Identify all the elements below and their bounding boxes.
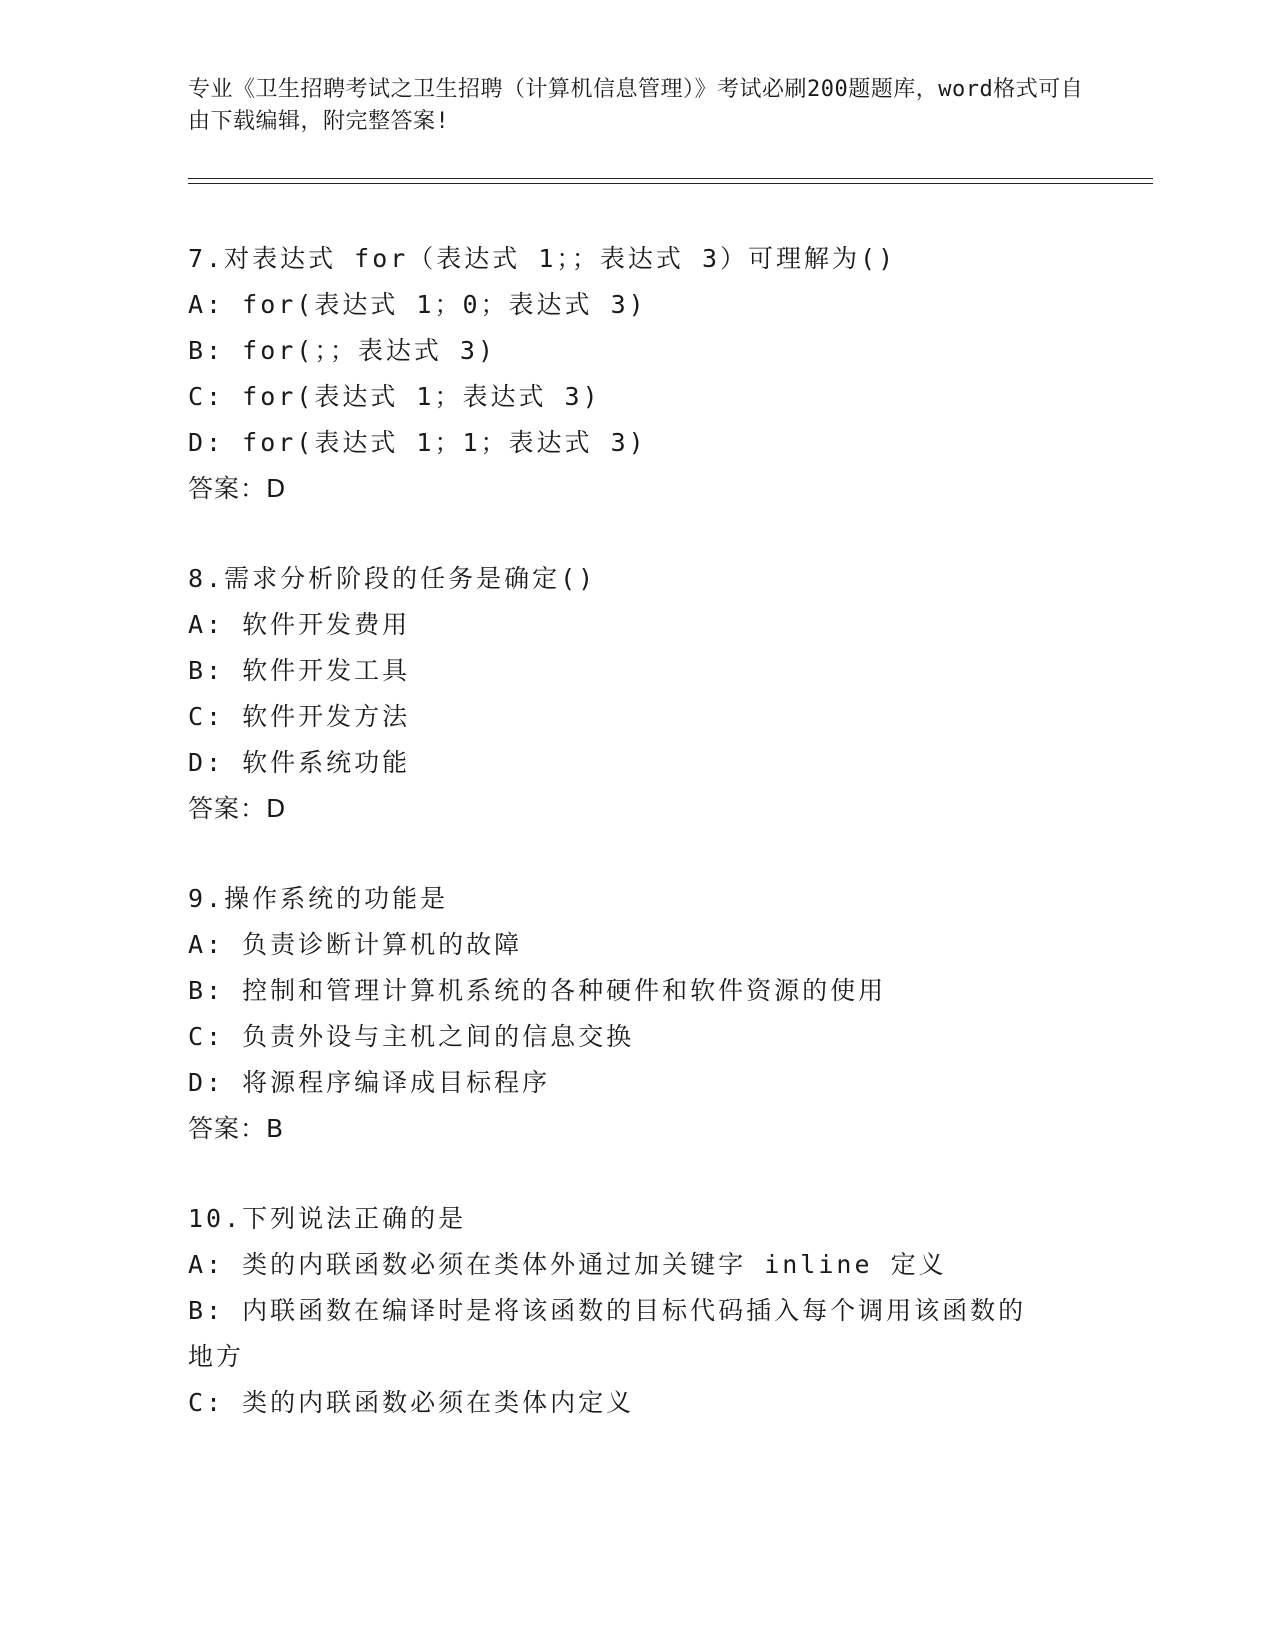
option-b: B: 软件开发工具	[188, 656, 411, 685]
question-7	[188, 236, 1138, 512]
option-c: C: 负责外设与主机之间的信息交换	[188, 1022, 635, 1051]
answer: 答案：D	[188, 474, 287, 503]
question-stem: 10.下列说法正确的是	[188, 1204, 467, 1233]
option-b: B: 控制和管理计算机系统的各种硬件和软件资源的使用	[188, 976, 887, 1005]
option-d: D: 软件系统功能	[188, 748, 411, 777]
question-stem: 7.对表达式 for（表达式 1；；表达式 3）可理解为()	[188, 244, 897, 273]
question-list	[188, 236, 1138, 1470]
answer: 答案：B	[188, 1114, 285, 1143]
document-header: 专业《卫生招聘考试之卫生招聘（计算机信息管理）》考试必刷200题题库，word格式可自由下载编辑，附完整答案!	[188, 77, 1084, 134]
option-d: D: for(表达式 1；1；表达式 3)	[188, 428, 647, 457]
header-rule-top	[188, 178, 1153, 179]
question-9	[188, 876, 1138, 1152]
option-a: A: 负责诊断计算机的故障	[188, 930, 523, 959]
option-b: B: 内联函数在编译时是将该函数的目标代码插入每个调用该函数的地方	[188, 1296, 1027, 1371]
question-10	[188, 1196, 1138, 1426]
option-a: A: 类的内联函数必须在类体外通过加关键字 inline 定义	[188, 1250, 947, 1279]
option-a: A: 软件开发费用	[188, 610, 411, 639]
question-8	[188, 556, 1138, 832]
option-a: A: for(表达式 1；0；表达式 3)	[188, 290, 647, 319]
option-b: B: for(；；表达式 3)	[188, 336, 497, 365]
option-d: D: 将源程序编译成目标程序	[188, 1068, 551, 1097]
answer: 答案：D	[188, 794, 287, 823]
header-rule-bottom	[188, 183, 1153, 184]
option-c: C: 类的内联函数必须在类体内定义	[188, 1388, 635, 1417]
option-c: C: 软件开发方法	[188, 702, 411, 731]
question-stem: 9.操作系统的功能是	[188, 884, 449, 913]
question-stem: 8.需求分析阶段的任务是确定()	[188, 564, 597, 593]
option-c: C: for(表达式 1；表达式 3)	[188, 382, 601, 411]
